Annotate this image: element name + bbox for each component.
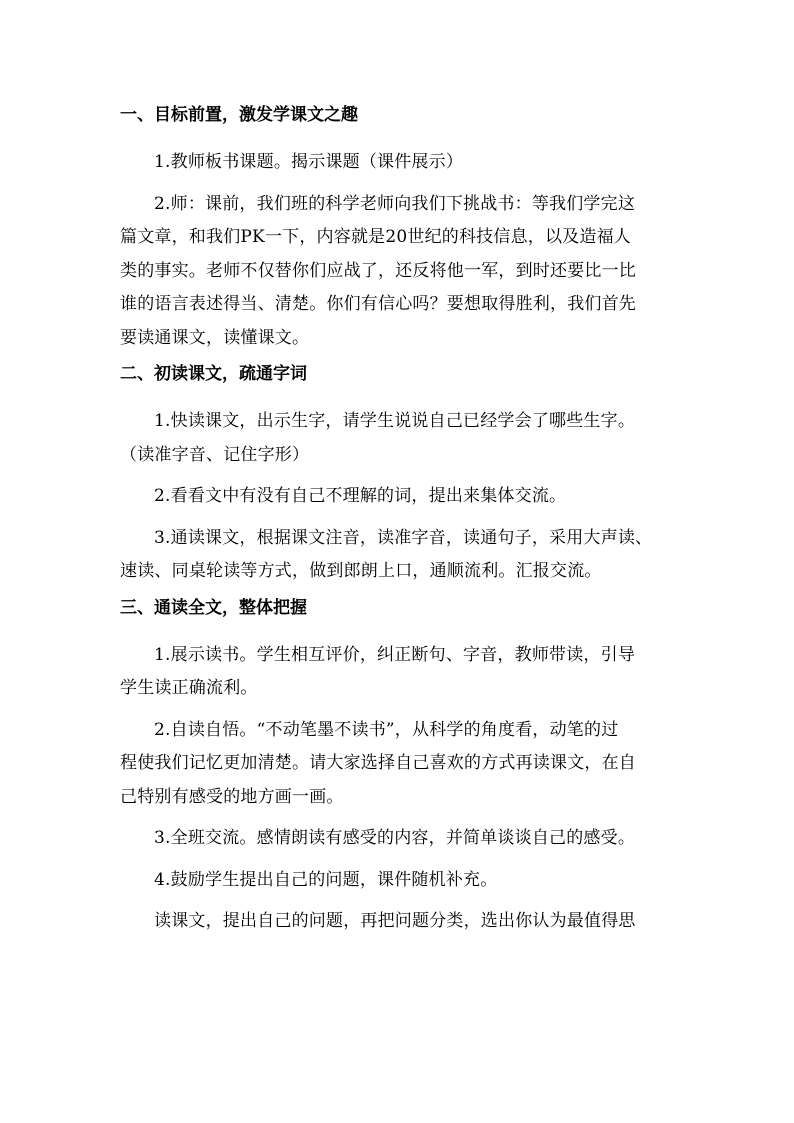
paragraph-line: 2.师：课前，我们班的科学老师向我们下挑战书：等我们学完这 <box>154 193 636 214</box>
paragraph-line: 2.看看文中有没有自己不理解的词，提出来集体交流。 <box>154 486 567 506</box>
paragraph-line: （读准字音、记住字形） <box>120 444 310 465</box>
paragraph <box>120 522 680 589</box>
paragraph <box>120 480 680 514</box>
paragraph <box>120 146 680 180</box>
paragraph-line: 学生读正确流利。 <box>120 678 258 698</box>
paragraph-line: 3.全班交流。感情朗读有感受的内容，并简单谈谈自己的感受。 <box>154 828 636 848</box>
paragraph-line: 谁的语言表述得当、清楚。你们有信心吗？要想取得胜利，我们首先 <box>120 294 636 314</box>
section <box>120 597 680 939</box>
paragraph-line: 4.鼓励学生提出自己的问题，课件随机补充。 <box>154 869 498 890</box>
paragraph-line: 1.展示读书。学生相互评价，纠正断句、字音，教师带读，引导 <box>154 644 636 665</box>
paragraph <box>120 822 680 856</box>
section <box>120 104 680 355</box>
paragraph-line: 要读通课文，读懂课文。 <box>120 327 310 348</box>
section-heading: 二、初读课文，疏通字词 <box>120 364 307 384</box>
paragraph-line: 己特别有感受的地方画一画。 <box>120 786 344 807</box>
paragraph-line: 类的事实。老师不仅替你们应战了，还反将他一军，到时还要比一比 <box>120 260 636 281</box>
section <box>120 363 680 589</box>
paragraph <box>120 405 680 472</box>
section-heading: 一、目标前置，激发学课文之趣 <box>120 105 358 125</box>
paragraph <box>120 639 680 706</box>
paragraph-line: 篇文章，和我们PK一下，内容就是20世纪的科技信息，以及造福人 <box>120 227 631 247</box>
paragraph <box>120 905 680 939</box>
section-heading: 三、通读全文，整体把握 <box>120 597 307 618</box>
paragraph-line: 1.快读课文，出示生字，请学生说说自己已经学会了哪些生字。 <box>154 411 636 431</box>
paragraph-line: 速读、同桌轮读等方式，做到郎朗上口，通顺流利。汇报交流。 <box>120 561 602 581</box>
paragraph <box>120 864 680 898</box>
paragraph <box>120 188 680 356</box>
paragraph-line: 1.教师板书课题。揭示课题（课件展示） <box>154 152 464 172</box>
paragraph-line: 2.自读自悟。“不动笔墨不读书”，从科学的角度看，动笔的过 <box>154 719 619 740</box>
document-page <box>120 104 680 947</box>
paragraph-line: 读课文，提出自己的问题，再把问题分类，选出你认为最值得思 <box>154 911 636 931</box>
paragraph-line: 程使我们记忆更加清楚。请大家选择自己喜欢的方式再读课文，在自 <box>120 753 636 773</box>
paragraph-line: 3.通读课文，根据课文注音，读准字音，读通句子，采用大声读、 <box>154 527 653 548</box>
paragraph <box>120 714 680 815</box>
